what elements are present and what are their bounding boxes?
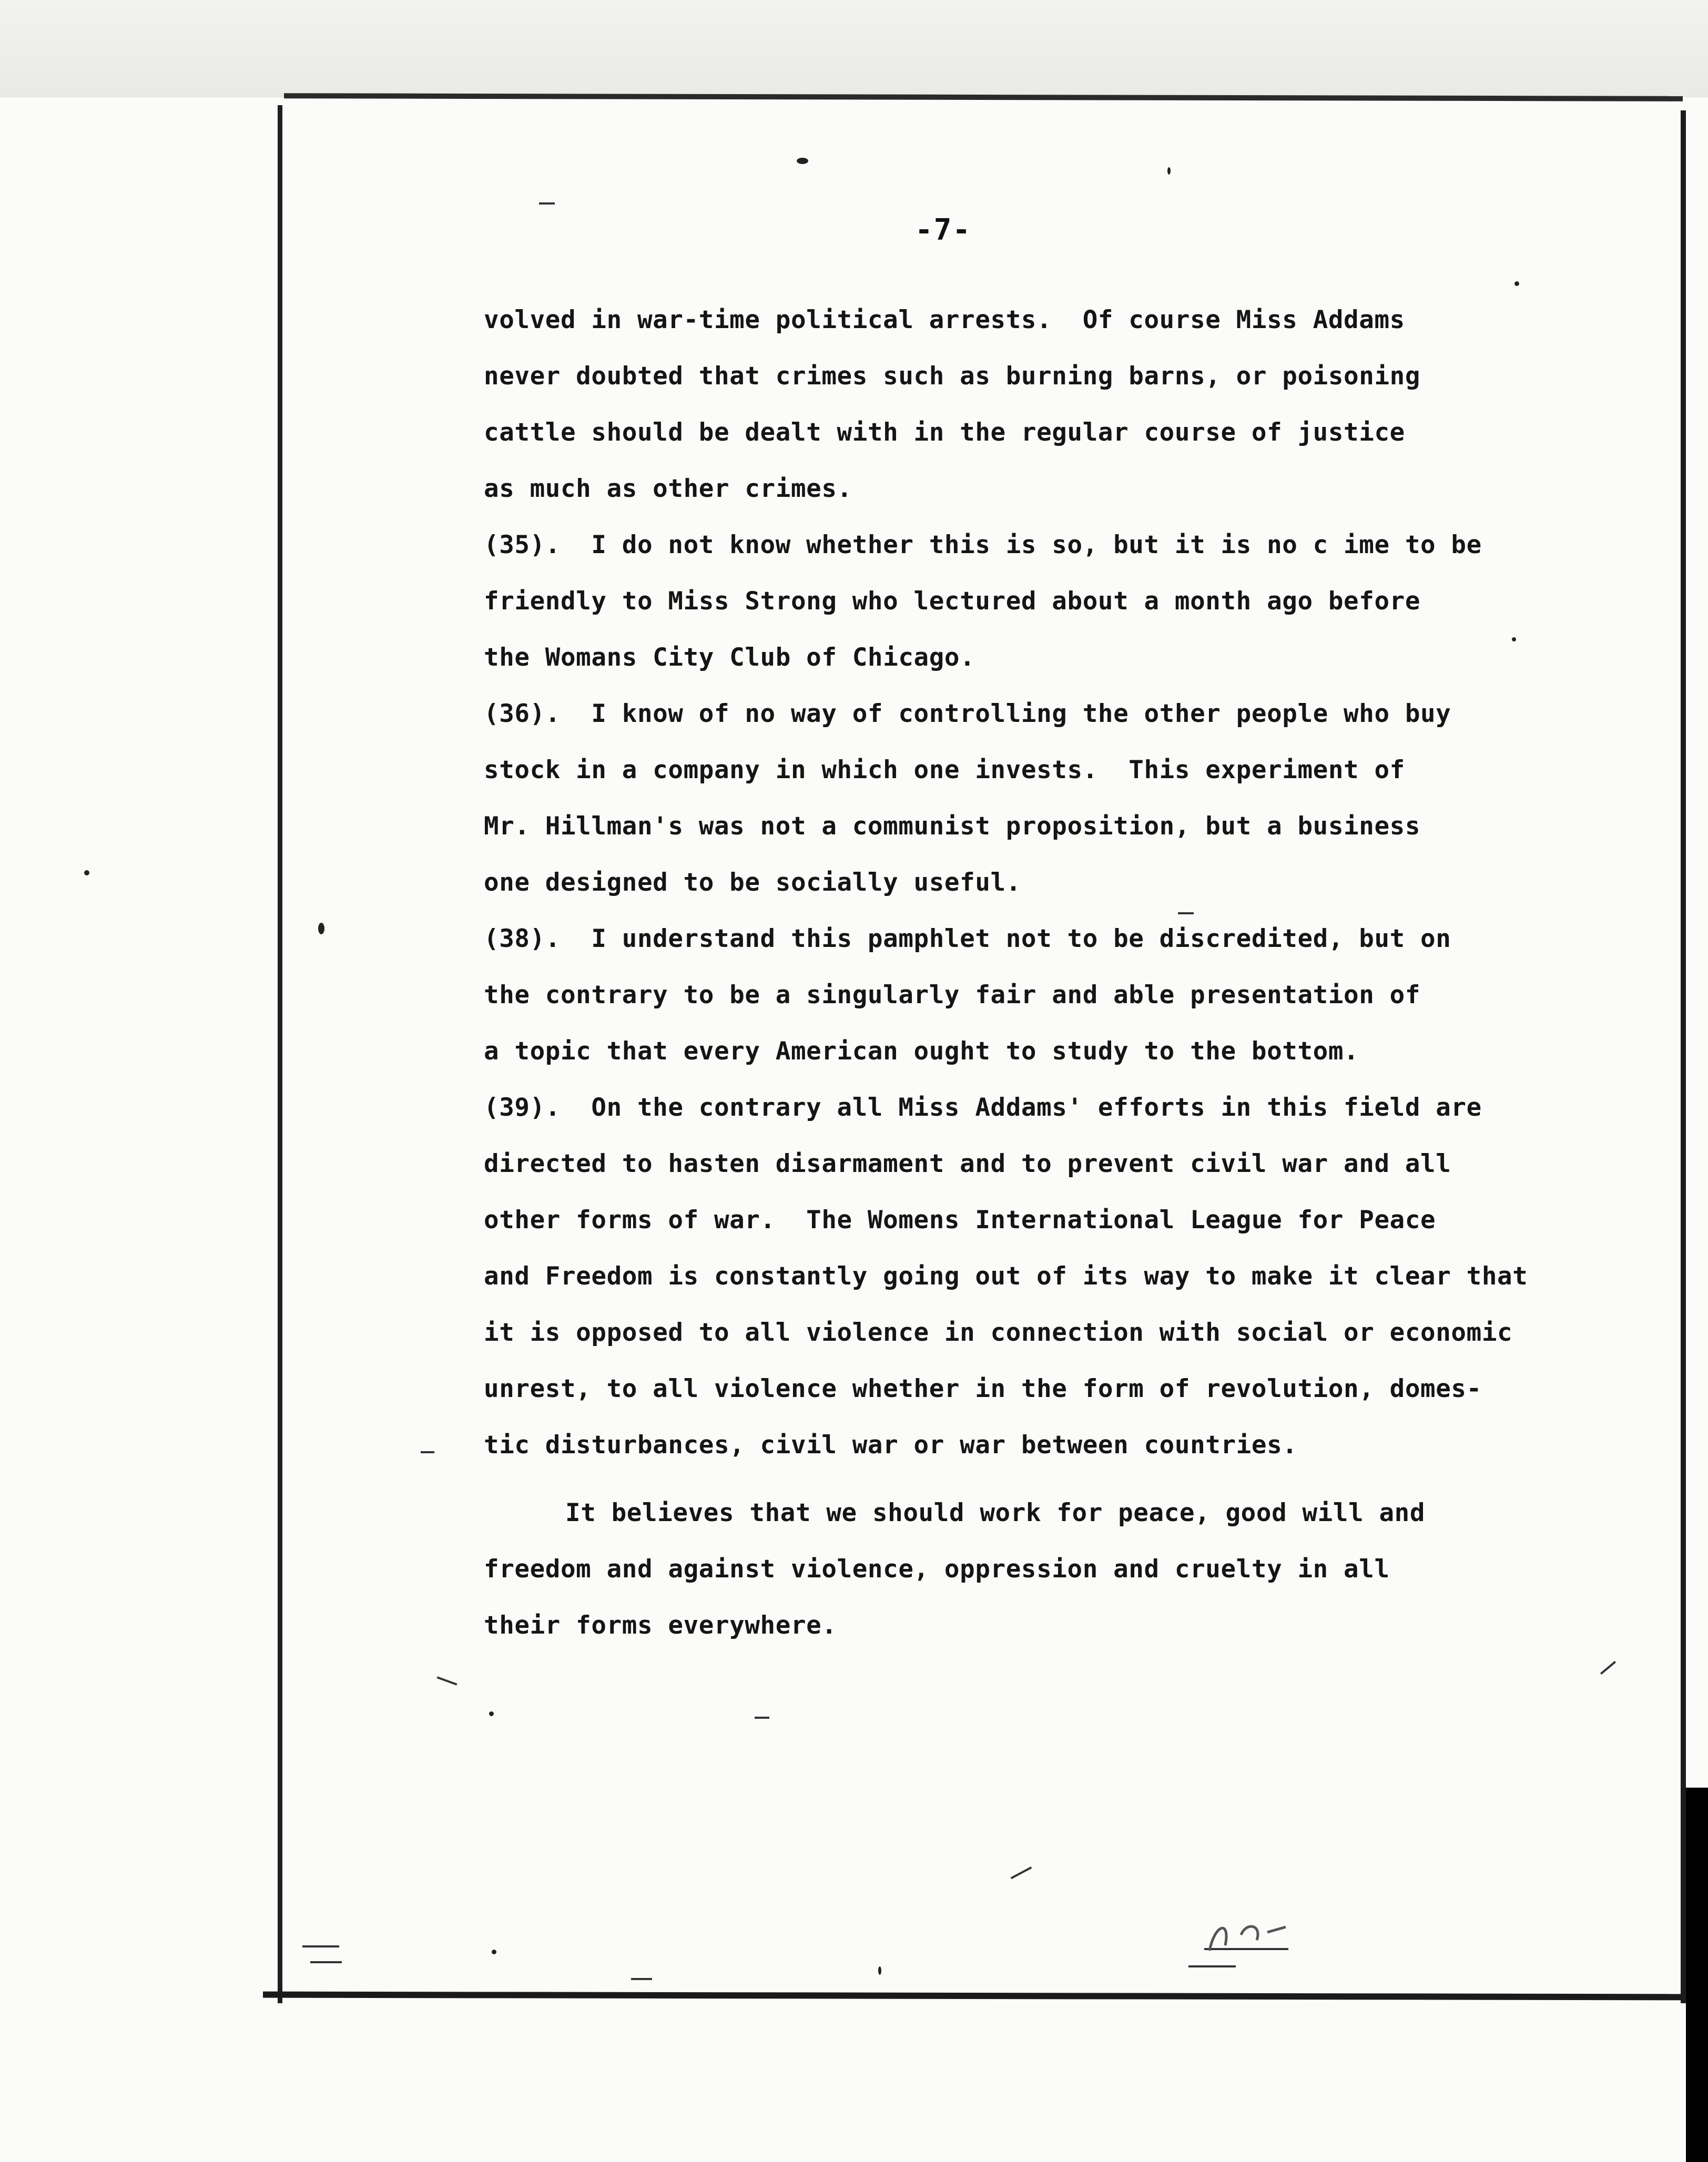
text-line: one designed to be socially useful.	[484, 868, 1021, 897]
page-left-edge	[278, 105, 282, 2019]
handwritten-mark	[1194, 1903, 1309, 1966]
text-line: it is opposed to all violence in connection with social or economic	[484, 1318, 1513, 1347]
text-line: (39). On the contrary all Miss Addams' efforts in this field are	[484, 1093, 1482, 1122]
text-line: other forms of war. The Womens International League for Peace	[484, 1206, 1436, 1235]
text-line: (35). I do not know whether this is so, but it is no c ime to be	[484, 531, 1482, 559]
text-line: and Freedom is constantly going out of its way to make it clear that	[484, 1262, 1528, 1291]
text-line: directed to hasten disarmament and to prevent civil war and all	[484, 1149, 1451, 1178]
text-line: the Womans City Club of Chicago.	[484, 643, 975, 672]
scan-mark	[421, 1451, 434, 1453]
scan-bottom-margin	[0, 2003, 1708, 2162]
text-line: (36). I know of no way of controlling the other people who buy	[484, 699, 1451, 728]
scan-speck	[489, 1711, 494, 1716]
text-line: volved in war-time political arrests. Of course Miss Addams	[484, 305, 1405, 334]
scan-mark	[302, 1945, 339, 1947]
text-line: It believes that we should work for peace, good will and	[565, 1498, 1426, 1527]
scan-mark	[437, 1676, 458, 1685]
text-line: their forms everywhere.	[484, 1611, 837, 1640]
scan-speck	[492, 1950, 496, 1954]
text-line: Mr. Hillman's was not a communist proposition, but a business	[484, 812, 1421, 841]
text-line: never doubted that crimes such as burning barns, or poisoning	[484, 362, 1421, 391]
scan-mark	[1011, 1867, 1032, 1879]
scan-top-margin	[0, 0, 1708, 97]
scan-speck	[318, 923, 324, 934]
scan-speck	[1514, 281, 1519, 286]
text-line: friendly to Miss Strong who lectured about a month ago before	[484, 587, 1421, 616]
text-line: unrest, to all violence whether in the form of revolution, domes-	[484, 1374, 1482, 1403]
page-right-edge	[1681, 110, 1686, 2035]
text-line: the contrary to be a singularly fair and able presentation of	[484, 981, 1421, 1009]
scan-mark	[631, 1978, 652, 1980]
text-line: as much as other crimes.	[484, 474, 852, 503]
text-line: (38). I understand this pamphlet not to be discredited, but on	[484, 924, 1451, 953]
scan-mark	[539, 202, 555, 205]
typed-letter-body	[484, 292, 1614, 1654]
scan-speck	[1167, 167, 1171, 175]
text-line: stock in a company in which one invests. This experiment of	[484, 756, 1405, 784]
scan-speck	[878, 1966, 881, 1975]
scan-speck	[84, 870, 89, 875]
scan-mark	[1600, 1661, 1616, 1675]
text-line: tic disturbances, civil war or war between countries.	[484, 1431, 1298, 1460]
text-line: freedom and against violence, oppression and cruelty in all	[484, 1555, 1390, 1584]
scan-mark	[755, 1717, 769, 1719]
scan-dark-corner	[1686, 1788, 1708, 2162]
scan-mark	[310, 1961, 342, 1963]
text-line: a topic that every American ought to study to the bottom.	[484, 1037, 1359, 1066]
text-line: cattle should be dealt with in the regular course of justice	[484, 418, 1405, 447]
scan-speck	[797, 158, 808, 164]
page-bottom-edge	[263, 1992, 1683, 2001]
page-number: -7-	[915, 213, 972, 247]
